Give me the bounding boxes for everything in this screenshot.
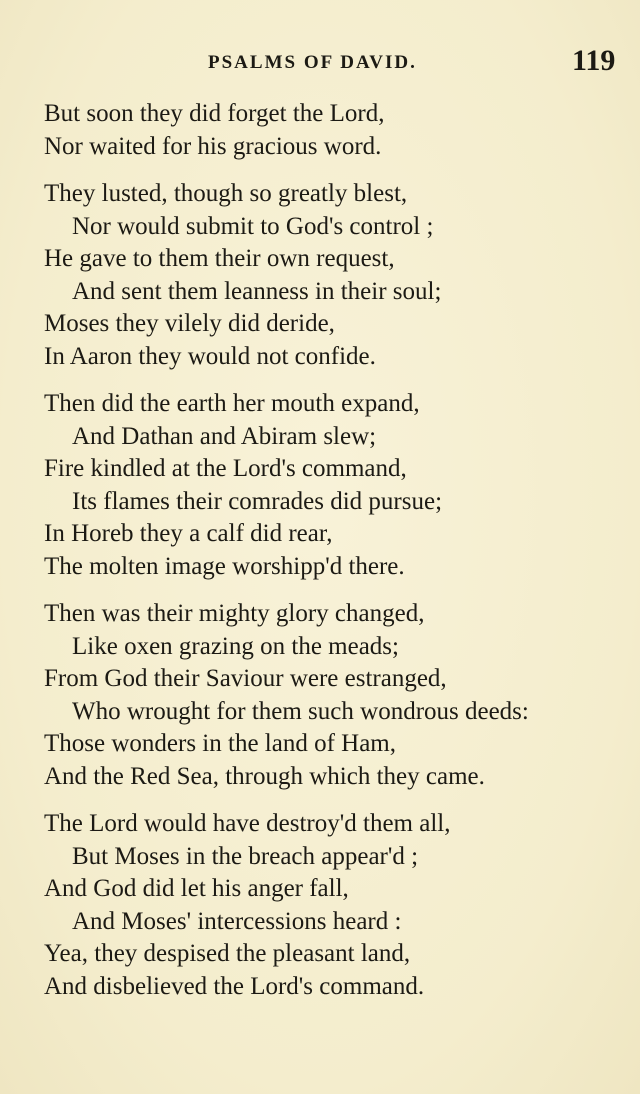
stanza-4 [44,598,634,793]
poem-body [44,98,634,1018]
poem-line: Moses they vilely did deride, [44,310,335,337]
poem-line: The Lord would have destroy'd them all, [44,810,451,837]
poem-line: Those wonders in the land of Ham, [44,730,397,757]
poem-line: Nor would submit to God's control ; [72,212,434,240]
poem-line: And disbelieved the Lord's command. [44,972,425,1000]
poem-line: Fire kindled at the Lord's command, [44,455,407,482]
running-head: PSALMS OF DAVID. [208,52,417,73]
poem-line: From God their Saviour were estranged, [44,665,447,692]
poem-line: The molten image worshipp'd there. [44,552,405,580]
poem-line: Yea, they despised the pleasant land, [44,940,411,967]
poem-line: Its flames their comrades did pursue; [72,487,443,515]
poem-line: He gave to them their own request, [44,245,395,272]
poem-line: And God did let his anger fall, [44,875,349,902]
poem-line: In Horeb they a calf did rear, [44,520,333,547]
poem-line: In Aaron they would not confide. [44,342,376,370]
poem-line: But soon they did forget the Lord, [44,100,385,127]
stanza-2 [44,178,634,373]
poem-line: And Dathan and Abiram slew; [72,422,377,450]
page-number: 119 [572,44,616,77]
poem-line: Then did the earth her mouth expand, [44,390,420,417]
poem-line: And sent them leanness in their soul; [72,277,442,305]
poem-line: Who wrought for them such wondrous deeds: [72,697,529,725]
poem-line: Like oxen grazing on the meads; [72,632,399,660]
poem-line: They lusted, though so greatly blest, [44,180,408,207]
stanza-1 [44,98,634,163]
poem-line: Then was their mighty glory changed, [44,600,425,627]
poem-line: And the Red Sea, through which they came. [44,762,485,790]
stanza-3 [44,388,634,583]
poem-line: Nor waited for his gracious word. [44,132,382,160]
poem-line: But Moses in the breach appear'd ; [72,842,419,870]
poem-line: And Moses' intercessions heard : [72,907,402,935]
stanza-5 [44,808,634,1003]
